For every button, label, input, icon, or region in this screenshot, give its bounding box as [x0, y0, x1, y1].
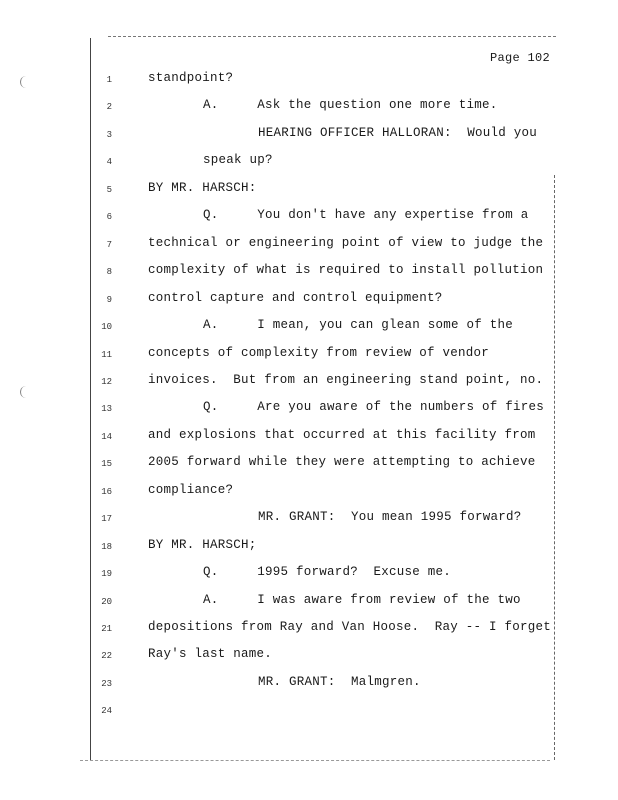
transcript-line [0, 291, 618, 311]
line-number: 23 [101, 678, 112, 689]
line-number: 2 [106, 102, 112, 113]
transcript-line [0, 702, 618, 722]
page-number: Page 102 [490, 51, 551, 65]
line-number: 22 [101, 651, 112, 662]
transcript-line [0, 126, 618, 146]
transcript-line [0, 318, 618, 338]
line-text: technical or engineering point of view to judge the [148, 235, 544, 250]
transcript-line [0, 620, 618, 640]
line-text: A. I was aware from review of the two [203, 592, 521, 607]
transcript-line [0, 208, 618, 228]
transcript-line [0, 236, 618, 256]
transcript-line [0, 565, 618, 585]
transcript-line [0, 675, 618, 695]
line-number: 16 [101, 486, 112, 497]
line-number: 11 [101, 349, 112, 360]
transcript-line [0, 181, 618, 201]
top-rule [108, 36, 556, 37]
transcript-line [0, 510, 618, 530]
line-number: 5 [106, 184, 112, 195]
line-text: HEARING OFFICER HALLORAN: Would you [258, 125, 538, 140]
line-number: 14 [101, 431, 112, 442]
line-number: 13 [101, 404, 112, 415]
transcript-line [0, 428, 618, 448]
line-number: 10 [101, 322, 112, 333]
line-text: standpoint? [148, 71, 234, 85]
line-number: 19 [101, 569, 112, 580]
transcript-line [0, 593, 618, 613]
line-text: MR. GRANT: You mean 1995 forward? [258, 510, 522, 525]
line-text: BY MR. HARSCH; [148, 537, 257, 552]
line-text: MR. GRANT: Malmgren. [258, 674, 421, 689]
line-number: 4 [106, 157, 112, 168]
line-number: 20 [101, 596, 112, 607]
line-text: Q. 1995 forward? Excuse me. [203, 565, 452, 580]
line-text: concepts of complexity from review of vendor [148, 345, 490, 360]
line-number: 3 [106, 129, 112, 140]
line-number: 6 [106, 212, 112, 223]
line-text: 2005 forward while they were attempting to achieve [148, 455, 536, 470]
transcript-line [0, 263, 618, 283]
line-text: Q. You don't have any expertise from a [203, 208, 529, 223]
line-number: 15 [101, 459, 112, 470]
line-number: 12 [101, 376, 112, 387]
line-number: 1 [106, 75, 112, 85]
transcript-line [0, 153, 618, 173]
line-number: 21 [101, 624, 112, 634]
line-text: Ray's last name. [148, 647, 273, 662]
line-number: 17 [101, 514, 112, 525]
transcript-line [0, 98, 618, 118]
line-text: control capture and control equipment? [148, 290, 443, 305]
line-number: 18 [101, 541, 112, 552]
transcript-line [0, 483, 618, 503]
transcript-line [0, 455, 618, 475]
line-text: A. Ask the question one more time. [203, 98, 498, 113]
line-text: A. I mean, you can glean some of the [203, 318, 514, 333]
line-text: Q. Are you aware of the numbers of fires [203, 400, 545, 415]
transcript-line [0, 400, 618, 420]
line-text: complexity of what is required to install pollution [148, 263, 544, 278]
transcript-line [0, 71, 618, 91]
line-text: depositions from Ray and Van Hoose. Ray -- I forget [148, 620, 552, 634]
transcript-line [0, 346, 618, 366]
transcript-line [0, 647, 618, 667]
transcript-line [0, 373, 618, 393]
line-text: compliance? [148, 482, 234, 497]
bottom-rule [80, 760, 550, 761]
line-text: invoices. But from an engineering stand point, no. [148, 372, 544, 387]
transcript-line [0, 538, 618, 558]
line-text: BY MR. HARSCH: [148, 180, 257, 195]
line-text: speak up? [203, 153, 273, 168]
line-number: 24 [101, 706, 112, 717]
line-number: 9 [106, 294, 112, 305]
line-number: 7 [106, 239, 112, 250]
line-text: and explosions that occurred at this facility from [148, 427, 536, 442]
line-number: 8 [106, 267, 112, 278]
